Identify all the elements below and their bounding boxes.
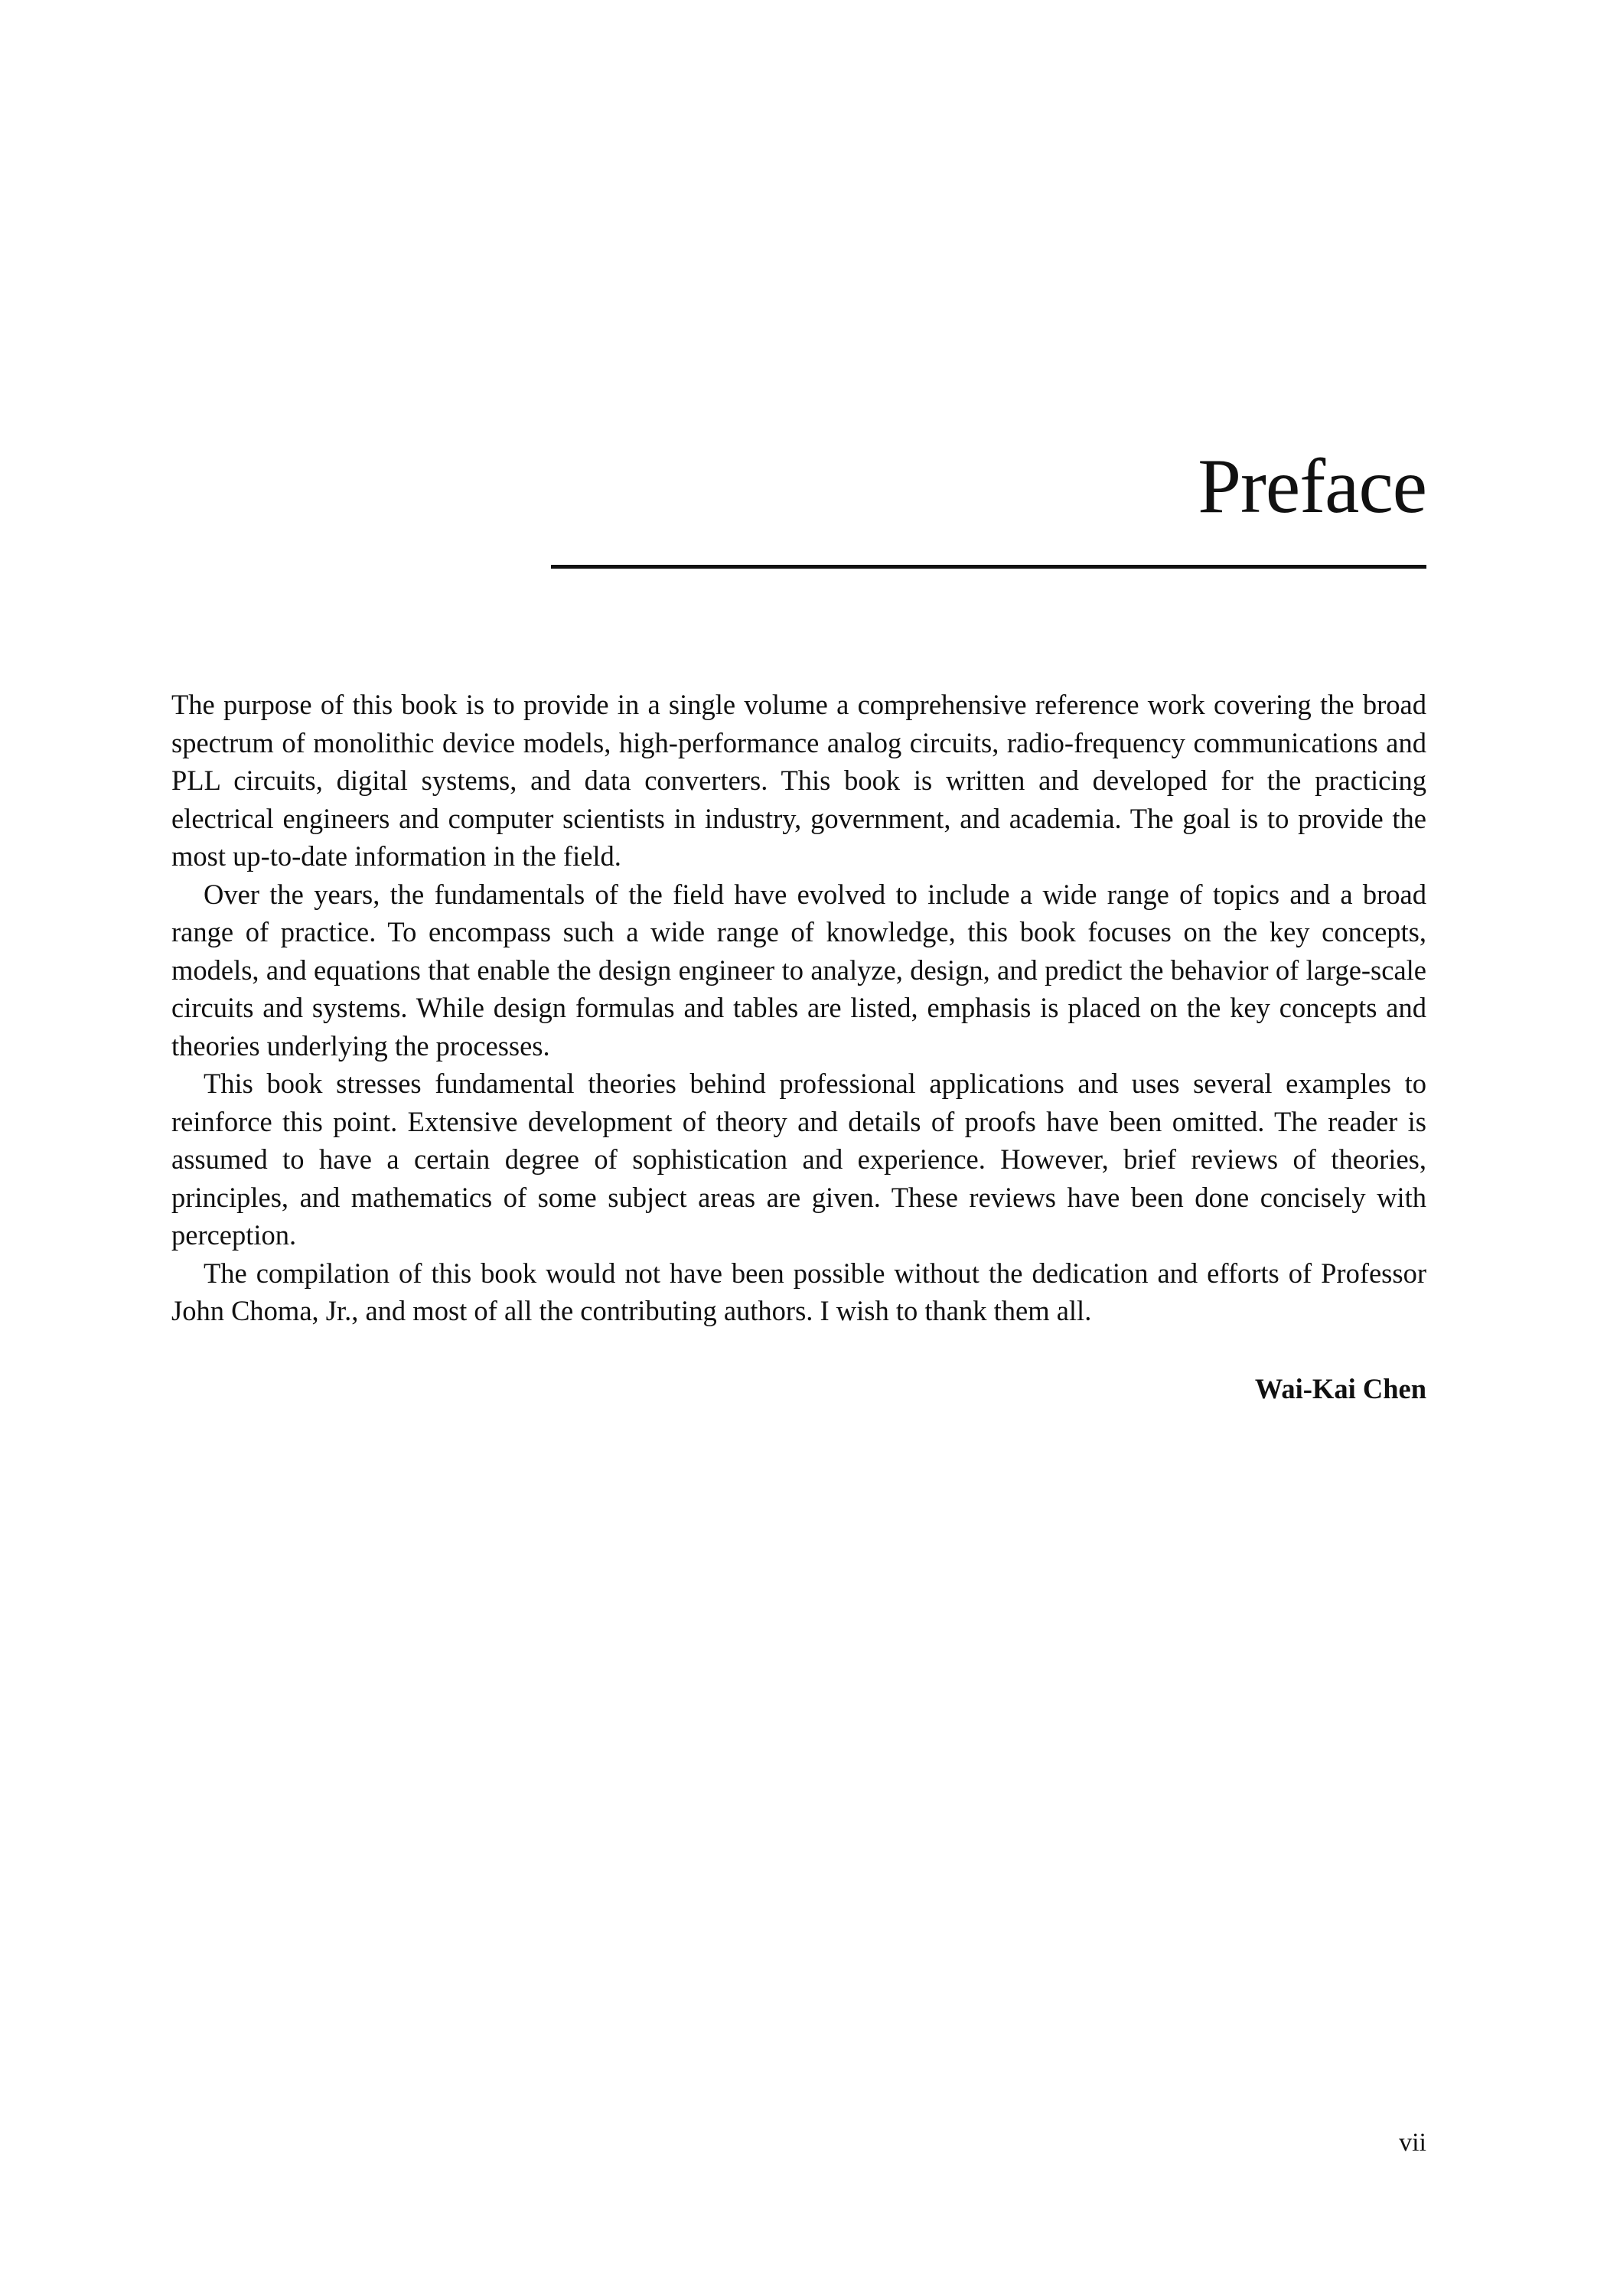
paragraph-1: The purpose of this book is to provide in a single volume a comprehensive reference work covering the broad spectrum of monolithic device models, high-performance analog circuits, radio-frequency communications and PLL circuits, digital systems, and data converters. This book is written and developed for the practicing electrical engineers and computer scientists in industry, government, and academia. The goal is to provide the most up-to-date information in the field.	[171, 689, 1426, 872]
page-number: vii	[1399, 2128, 1426, 2157]
paragraph-2: Over the years, the fundamentals of the field have evolved to include a wide range of topics and a broad range of practice. To encompass such a wide range of knowledge, this book focuses on the key concepts, models, and equations that enable the design engineer to analyze, design, and predict the behavior of large-scale circuits and systems. While design formulas and tables are listed, emphasis is placed on the key concepts and theories underlying the processes.	[171, 878, 1426, 1062]
title-divider	[551, 565, 1426, 569]
paragraph-4: The compilation of this book would not have been possible without the dedication and efforts of Professor John Choma, Jr., and most of all the contributing authors. I wish to thank them all.	[171, 1257, 1426, 1326]
author-signature: Wai-Kai Chen	[1254, 1373, 1426, 1404]
page-title: Preface	[1198, 443, 1426, 530]
paragraph-3: This book stresses fundamental theories behind professional applications and uses several examples to reinforce this point. Extensive development of theory and details of proofs have been omitted. The reader is assumed to have a certain degree of sophistication and experience. However, brief reviews of theories, principles, and mathematics of some subject areas are given. These reviews have been done concisely with perception.	[171, 1068, 1426, 1251]
preface-body	[171, 686, 1426, 1330]
